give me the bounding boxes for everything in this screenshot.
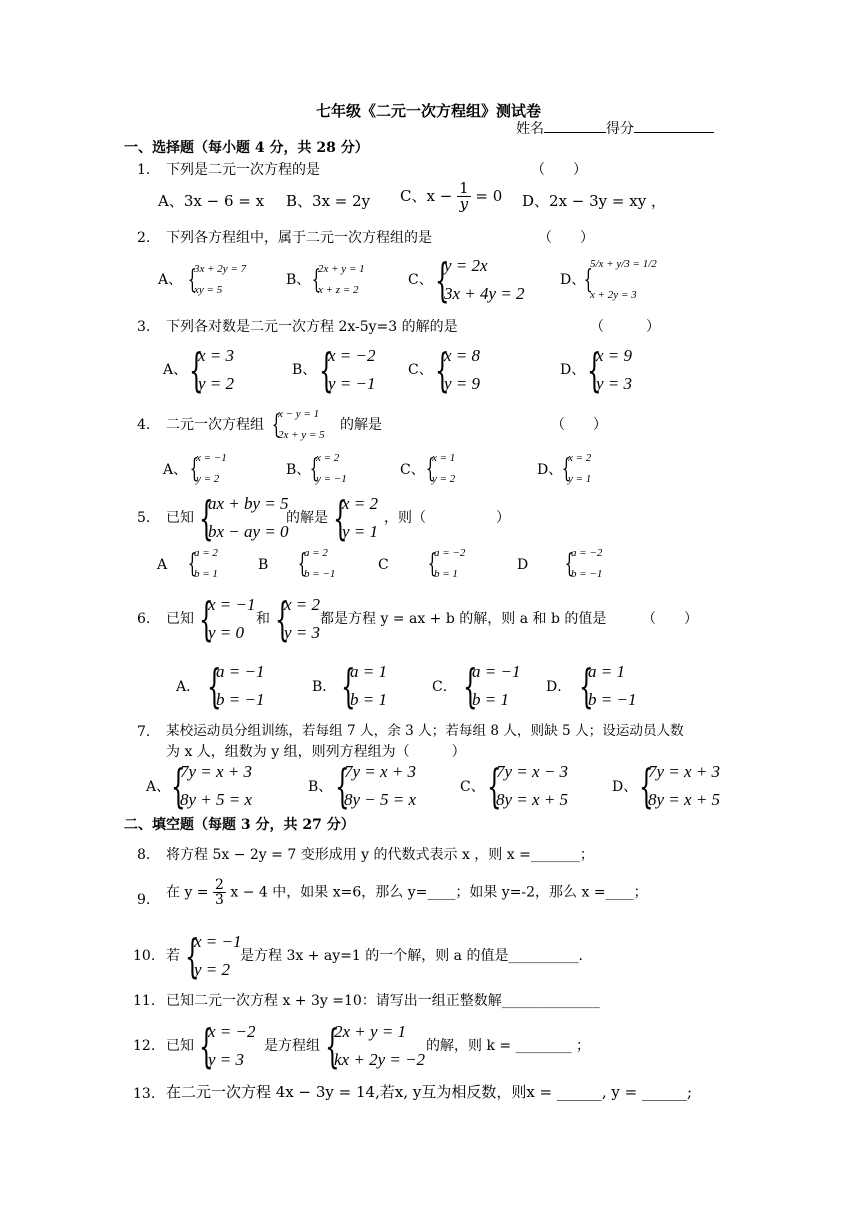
q12-text-b: 是方程组 (264, 1038, 320, 1054)
q5-system-a: { a = 2 b = 1 (187, 547, 218, 580)
score-label: 得分 (606, 121, 634, 137)
q11-number: 11. (133, 993, 156, 1009)
q3-system-d: { x = 9 y = 3 (587, 343, 633, 397)
q5-label-b: B (258, 557, 269, 573)
q3-system-a: { x = 3 y = 2 (189, 343, 235, 397)
q2-system-d: { 5/x + y/3 = 1/2 x + 2y = 3 (583, 258, 657, 301)
q6-system-a: { a = −1 b = −1 (207, 659, 265, 713)
q4-system-b: { x = 2 y = −1 (309, 452, 347, 485)
section-2-heading: 二、填空题（每题 3 分，共 27 分） (124, 817, 355, 833)
q2-label-c: C、 (408, 272, 433, 288)
q5-text-b: 的解是 (286, 510, 328, 526)
q10-system: { x = −1 y = 2 (185, 929, 242, 983)
q12-text-a: 已知 (166, 1038, 194, 1054)
q13-number: 13. (133, 1086, 156, 1102)
q4-label-a: A、 (163, 462, 188, 478)
q6-system-1: { x = −1 y = 0 (199, 592, 256, 646)
q7-system-c: { 7y = x − 3 8y = x + 5 (487, 759, 569, 813)
q4-text-a: 二元一次方程组 (166, 417, 264, 433)
q10-text-a: 若 (166, 948, 180, 964)
q7-label-d: D、 (612, 779, 638, 795)
q5-system-c: { a = −2 b = 1 (427, 547, 466, 580)
q3-system-c: { x = 8 y = 9 (435, 343, 481, 397)
q4-system-c: { x = 1 y = 2 (425, 452, 456, 485)
name-field (516, 122, 714, 136)
q7-label-c: C、 (460, 779, 485, 795)
q12-system-2: { 2x + y = 1 kx + 2y = −2 (325, 1019, 426, 1073)
q2-label-b: B、 (286, 272, 311, 288)
q1-option-b: B、3x = 2y (286, 192, 371, 210)
q2-system-b: { 2x + y = 1 x + z = 2 (311, 263, 365, 296)
q11-text: 已知二元一次方程 x + 3y =10：请写出一组正整数解______________ (166, 993, 600, 1009)
q3-label-b: B、 (292, 362, 317, 378)
q13-text: 在二元一次方程 4x − 3y = 14,若x, y互为相反数，则x = ______, y = ______; (166, 1083, 693, 1101)
q4-system-a: { x = −1 y = 2 (189, 452, 227, 485)
q4-number: 4. (137, 417, 151, 433)
q6-system-2: { x = 2 y = 3 (275, 592, 321, 646)
q5-text-c: ，则（ ） (384, 510, 510, 526)
q6-system-b: { a = 1 b = 1 (341, 659, 387, 713)
q7-system-b: { 7y = x + 3 8y − 5 = x (335, 759, 417, 813)
q1-option-a: A、3x − 6 = x (158, 192, 265, 210)
q5-text-a: 已知 (166, 510, 194, 526)
q6-paren: （ ） (642, 611, 698, 627)
q2-number: 2. (137, 230, 151, 246)
q7-line-2: 为 x 人，组数为 y 组，则列方程组为（ ） (166, 744, 466, 760)
q4-label-d: D、 (537, 462, 563, 478)
q1-text: 下列是二元一次方程的是 (166, 162, 320, 178)
q5-label-c: C (378, 557, 389, 573)
q6-text-c: 都是方程 y = ax + b 的解，则 a 和 b 的值是 (320, 611, 607, 627)
q6-number: 6. (137, 611, 151, 627)
q1-number: 1. (137, 162, 151, 178)
q8-text: 将方程 5x − 2y = 7 变形成用 y 的代数式表示 x ，则 x =_______； (166, 847, 594, 863)
q4-text-b: 的解是 (340, 417, 382, 433)
q2-system-c: { y = 2x 3x + 4y = 2 (435, 253, 525, 307)
section-1-heading: 一、选择题（每小题 4 分，共 28 分） (124, 140, 369, 156)
q3-number: 3. (137, 319, 151, 335)
q7-system-d: { 7y = x + 3 8y = x + 5 (639, 759, 721, 813)
q5-system-b: { a = 2 b = −1 (297, 547, 336, 580)
q6-text-a: 已知 (166, 611, 194, 627)
q9-text: 在 y = $\frac{2}{3}$ x − 4 中，如果 x=6，那么 y=____；如果 y=-2，那么 x =____； (166, 877, 648, 908)
page-title: 七年级《二元一次方程组》测试卷 (316, 102, 542, 120)
q4-label-b: B、 (286, 462, 311, 478)
q5-number: 5. (137, 510, 151, 526)
q3-text: 下列各对数是二元一次方程 2x-5y=3 的解的是 (166, 319, 458, 335)
q7-system-a: { 7y = x + 3 8y + 5 = x (171, 759, 253, 813)
q8-number: 8. (137, 847, 151, 863)
q3-paren: （ ） (590, 319, 660, 335)
q6-label-b: B． (312, 679, 337, 695)
q10-text-b: 是方程 3x + ay=1 的一个解，则 a 的值是__________. (240, 948, 583, 964)
q6-label-a: A． (176, 679, 201, 695)
q6-label-c: C． (432, 679, 457, 695)
q5-system-2: { x = 2 y = 1 (333, 491, 379, 545)
q6-label-d: D． (546, 679, 572, 695)
q3-label-a: A、 (163, 362, 188, 378)
name-label: 姓名 (516, 121, 544, 137)
q2-label-d: D、 (560, 272, 586, 288)
q6-text-b: 和 (256, 611, 270, 627)
q12-number: 12. (133, 1038, 156, 1054)
q9-number: 9. (137, 892, 151, 908)
q10-number: 10. (133, 948, 156, 964)
q2-system-a: { 3x + 2y = 7 xy = 5 (187, 263, 247, 296)
q2-text: 下列各方程组中，属于二元一次方程组的是 (166, 230, 432, 246)
q7-number: 7. (137, 724, 151, 740)
q3-label-c: C、 (408, 362, 433, 378)
q1-option-d: D、2x − 3y = xy ， (522, 192, 666, 210)
q6-system-d: { a = 1 b = −1 (579, 659, 637, 713)
q7-label-b: B、 (308, 779, 333, 795)
q5-label-d: D (517, 557, 529, 573)
q5-system-1: { ax + by = 5 bx − ay = 0 (199, 491, 289, 545)
q2-label-a: A、 (158, 272, 183, 288)
q2-paren: （ ） (538, 230, 594, 246)
q1-paren: （ ） (531, 162, 587, 178)
q3-system-b: { x = −2 y = −1 (319, 343, 376, 397)
q7-line-1: 某校运动员分组训练，若每组 7 人，余 3 人；若每组 8 人，则缺 5 人；设运动员人数 (166, 723, 684, 739)
q4-label-c: C、 (400, 462, 425, 478)
q6-system-c: { a = −1 b = 1 (463, 659, 521, 713)
q5-label-a: A (157, 557, 168, 573)
q12-text-c: 的解，则 k = ________ ； (426, 1038, 591, 1054)
q4-system-d: { x = 2 y = 1 (561, 452, 592, 485)
q7-label-a: A、 (146, 779, 171, 795)
q4-paren: （ ） (551, 417, 607, 433)
q1-option-c: C、x − $\frac{1}{y}$ = 0 (400, 179, 503, 213)
q12-system-1: { x = −2 y = 3 (199, 1019, 256, 1073)
q5-system-d: { a = −2 b = −1 (564, 547, 603, 580)
q4-system: { x − y = 1 2x + y = 5 (271, 408, 325, 441)
q3-label-d: D、 (560, 362, 586, 378)
